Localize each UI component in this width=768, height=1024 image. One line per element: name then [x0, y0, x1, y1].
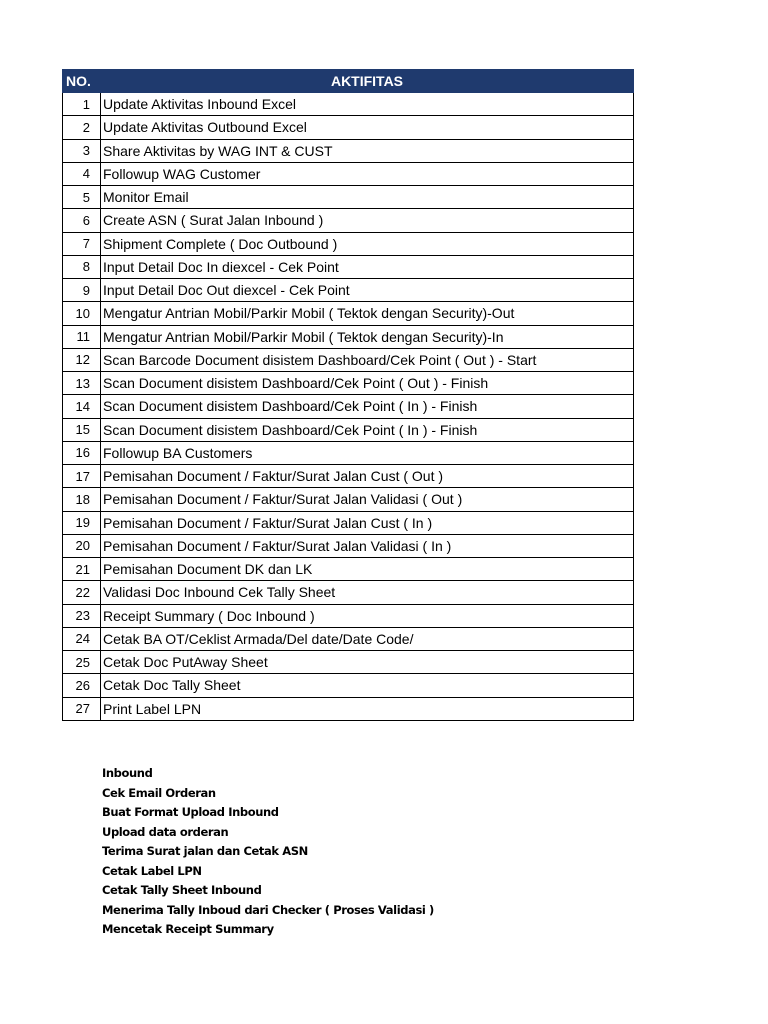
- column-header-no: NO.: [63, 70, 101, 93]
- activity-cell: Pemisahan Document / Faktur/Surat Jalan Validasi ( In ): [101, 534, 634, 557]
- table-row: [63, 604, 634, 627]
- row-number-cell: 4: [63, 162, 101, 185]
- activity-cell: Print Label LPN: [101, 697, 634, 720]
- activity-cell: Cetak Doc PutAway Sheet: [101, 651, 634, 674]
- table-row: [63, 325, 634, 348]
- activity-cell: Cetak BA OT/Ceklist Armada/Del date/Date Code/: [101, 627, 634, 650]
- activity-cell: Shipment Complete ( Doc Outbound ): [101, 232, 634, 255]
- row-number-cell: 9: [63, 279, 101, 302]
- table-row: [63, 372, 634, 395]
- activity-cell: Update Aktivitas Outbound Excel: [101, 116, 634, 139]
- table-row: [63, 627, 634, 650]
- activity-cell: Mengatur Antrian Mobil/Parkir Mobil ( Tektok dengan Security)-Out: [101, 302, 634, 325]
- table-row: [63, 186, 634, 209]
- row-number-cell: 6: [63, 209, 101, 232]
- row-number-cell: 11: [63, 325, 101, 348]
- activity-cell: Followup WAG Customer: [101, 162, 634, 185]
- row-number-cell: 17: [63, 465, 101, 488]
- table-row: [63, 139, 634, 162]
- activity-cell: Share Aktivitas by WAG INT & CUST: [101, 139, 634, 162]
- table-row: [63, 488, 634, 511]
- row-number-cell: 2: [63, 116, 101, 139]
- row-number-cell: 27: [63, 697, 101, 720]
- table-row: [63, 465, 634, 488]
- note-item: Menerima Tally Inboud dari Checker ( Proses Validasi ): [102, 902, 434, 917]
- note-item: Upload data orderan: [102, 824, 229, 839]
- activity-cell: Mengatur Antrian Mobil/Parkir Mobil ( Tektok dengan Security)-In: [101, 325, 634, 348]
- note-item: Mencetak Receipt Summary: [102, 922, 274, 936]
- activity-cell: Followup BA Customers: [101, 441, 634, 464]
- table-row: [63, 302, 634, 325]
- row-number-cell: 22: [63, 581, 101, 604]
- row-number-cell: 14: [63, 395, 101, 418]
- row-number-cell: 25: [63, 651, 101, 674]
- column-header-activity: AKTIFITAS: [101, 70, 634, 93]
- table-row: [63, 93, 634, 116]
- table-row: [63, 674, 634, 697]
- activity-cell: Update Aktivitas Inbound Excel: [101, 93, 634, 116]
- note-item: Buat Format Upload Inbound: [102, 805, 279, 819]
- table-header-row: [63, 70, 634, 93]
- activity-cell: Scan Document disistem Dashboard/Cek Point ( In ) - Finish: [101, 418, 634, 441]
- row-number-cell: 8: [63, 255, 101, 278]
- table-row: [63, 651, 634, 674]
- row-number-cell: 15: [63, 418, 101, 441]
- activity-cell: Receipt Summary ( Doc Inbound ): [101, 604, 634, 627]
- row-number-cell: 7: [63, 232, 101, 255]
- table-row: [63, 232, 634, 255]
- row-number-cell: 24: [63, 627, 101, 650]
- row-number-cell: 23: [63, 604, 101, 627]
- row-number-cell: 18: [63, 488, 101, 511]
- note-item: Cetak Label LPN: [102, 863, 202, 878]
- row-number-cell: 3: [63, 139, 101, 162]
- row-number-cell: 21: [63, 558, 101, 581]
- table-row: [63, 395, 634, 418]
- activity-cell: Scan Document disistem Dashboard/Cek Point ( In ) - Finish: [101, 395, 634, 418]
- row-number-cell: 19: [63, 511, 101, 534]
- row-number-cell: 13: [63, 372, 101, 395]
- activity-cell: Pemisahan Document / Faktur/Surat Jalan Cust ( In ): [101, 511, 634, 534]
- note-item: Cetak Tally Sheet Inbound: [102, 883, 262, 897]
- table-row: [63, 418, 634, 441]
- row-number-cell: 5: [63, 186, 101, 209]
- row-number-cell: 12: [63, 348, 101, 371]
- row-number-cell: 10: [63, 302, 101, 325]
- table-row: [63, 209, 634, 232]
- table-row: [63, 441, 634, 464]
- table-row: [63, 348, 634, 371]
- activity-cell: Pemisahan Document / Faktur/Surat Jalan Validasi ( Out ): [101, 488, 634, 511]
- note-item: Cek Email Orderan: [102, 785, 216, 800]
- activity-cell: Validasi Doc Inbound Cek Tally Sheet: [101, 581, 634, 604]
- row-number-cell: 1: [63, 93, 101, 116]
- activity-cell: Scan Barcode Document disistem Dashboard/Cek Point ( Out ) - Start: [101, 348, 634, 371]
- row-number-cell: 20: [63, 534, 101, 557]
- activity-cell: Monitor Email: [101, 186, 634, 209]
- table-body: [63, 93, 634, 721]
- activity-cell: Pemisahan Document DK dan LK: [101, 558, 634, 581]
- table-row: [63, 697, 634, 720]
- table-row: [63, 581, 634, 604]
- activity-cell: Cetak Doc Tally Sheet: [101, 674, 634, 697]
- inbound-notes-list: [102, 764, 434, 940]
- table-row: [63, 511, 634, 534]
- activity-cell: Pemisahan Document / Faktur/Surat Jalan Cust ( Out ): [101, 465, 634, 488]
- notes-heading: Inbound: [102, 766, 153, 780]
- activity-cell: Scan Document disistem Dashboard/Cek Point ( Out ) - Finish: [101, 372, 634, 395]
- table-row: [63, 279, 634, 302]
- table-row: [63, 534, 634, 557]
- row-number-cell: 26: [63, 674, 101, 697]
- table-row: [63, 255, 634, 278]
- activity-table: [62, 69, 634, 721]
- row-number-cell: 16: [63, 441, 101, 464]
- activity-cell: Input Detail Doc In diexcel - Cek Point: [101, 255, 634, 278]
- note-item: Terima Surat jalan dan Cetak ASN: [102, 844, 308, 858]
- table-row: [63, 162, 634, 185]
- activity-cell: Input Detail Doc Out diexcel - Cek Point: [101, 279, 634, 302]
- activity-cell: Create ASN ( Surat Jalan Inbound ): [101, 209, 634, 232]
- table-row: [63, 558, 634, 581]
- table-row: [63, 116, 634, 139]
